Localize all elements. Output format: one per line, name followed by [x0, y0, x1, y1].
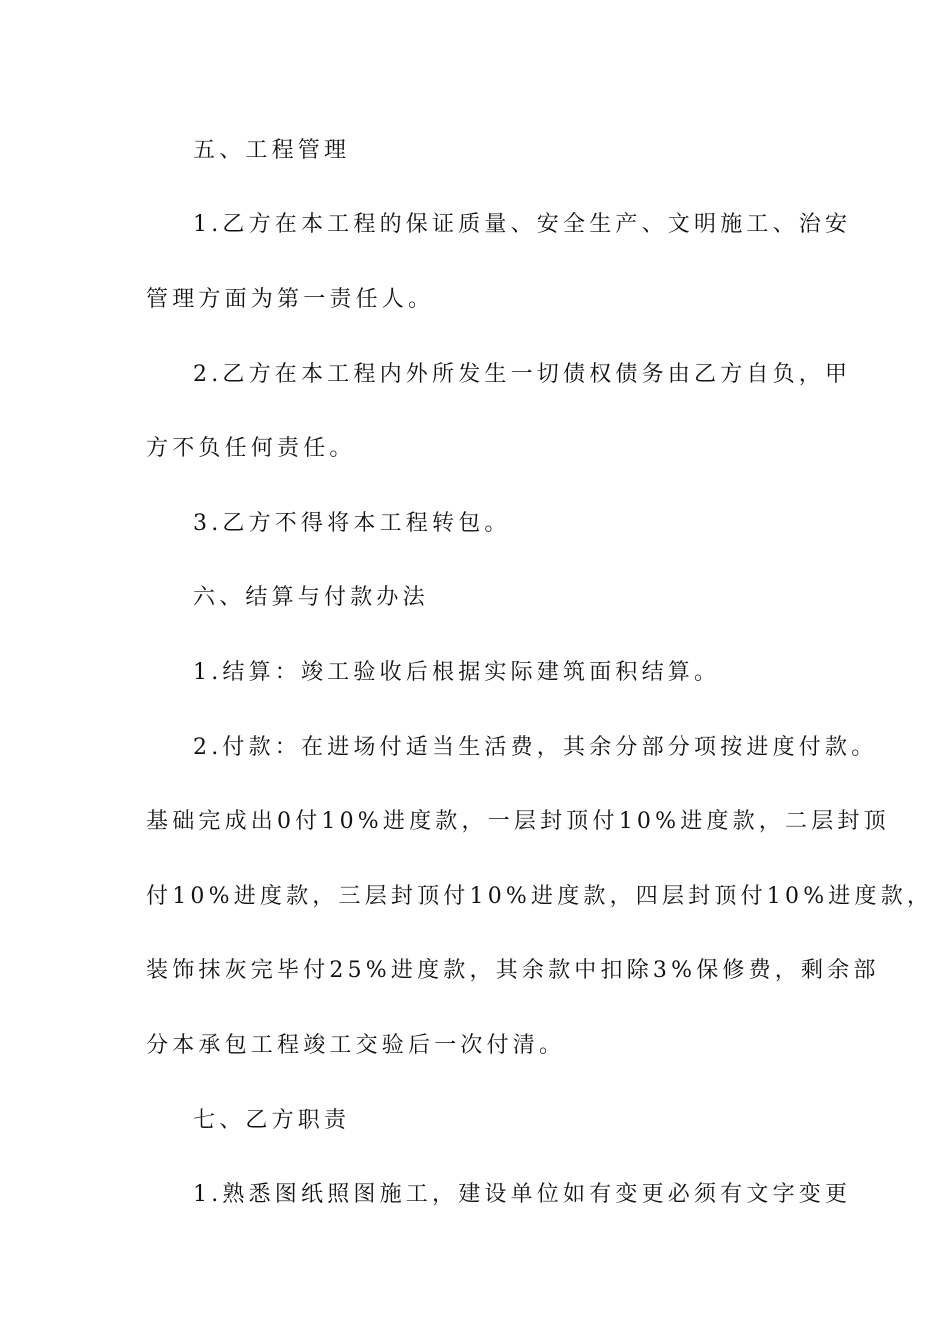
paragraph-line: 2.付款：在进场付适当生活费，其余分部分项按进度付款。 [193, 735, 878, 760]
paragraph-line: 分本承包工程竣工交验后一次付清。 [146, 1033, 566, 1058]
paragraph-line: 1.结算：竣工验收后根据实际建筑面积结算。 [193, 660, 721, 685]
section-heading-party-b-duties: 七、乙方职责 [193, 1108, 351, 1133]
paragraph-line: 3.乙方不得将本工程转包。 [193, 511, 511, 536]
paragraph-line: 基础完成出0付10%进度款，一层封顶付10%进度款，二层封顶 [146, 809, 890, 834]
paragraph-line: 2.乙方在本工程内外所发生一切债权债务由乙方自负，甲 [193, 362, 852, 387]
paragraph-line: 管理方面为第一责任人。 [146, 287, 435, 312]
paragraph-line: 装饰抹灰完毕付25%进度款，其余款中扣除3%保修费，剩余部 [146, 958, 880, 983]
section-heading-project-management: 五、工程管理 [193, 138, 351, 163]
paragraph-line: 1.熟悉图纸照图施工，建设单位如有变更必须有文字变更 [193, 1182, 852, 1207]
paragraph-line: 方不负任何责任。 [146, 436, 356, 461]
paragraph-line: 付10%进度款，三层封顶付10%进度款，四层封顶付10%进度款， [146, 884, 934, 909]
paragraph-line: 1.乙方在本工程的保证质量、安全生产、文明施工、治安 [193, 212, 852, 237]
section-heading-settlement-payment: 六、结算与付款办法 [193, 585, 429, 610]
